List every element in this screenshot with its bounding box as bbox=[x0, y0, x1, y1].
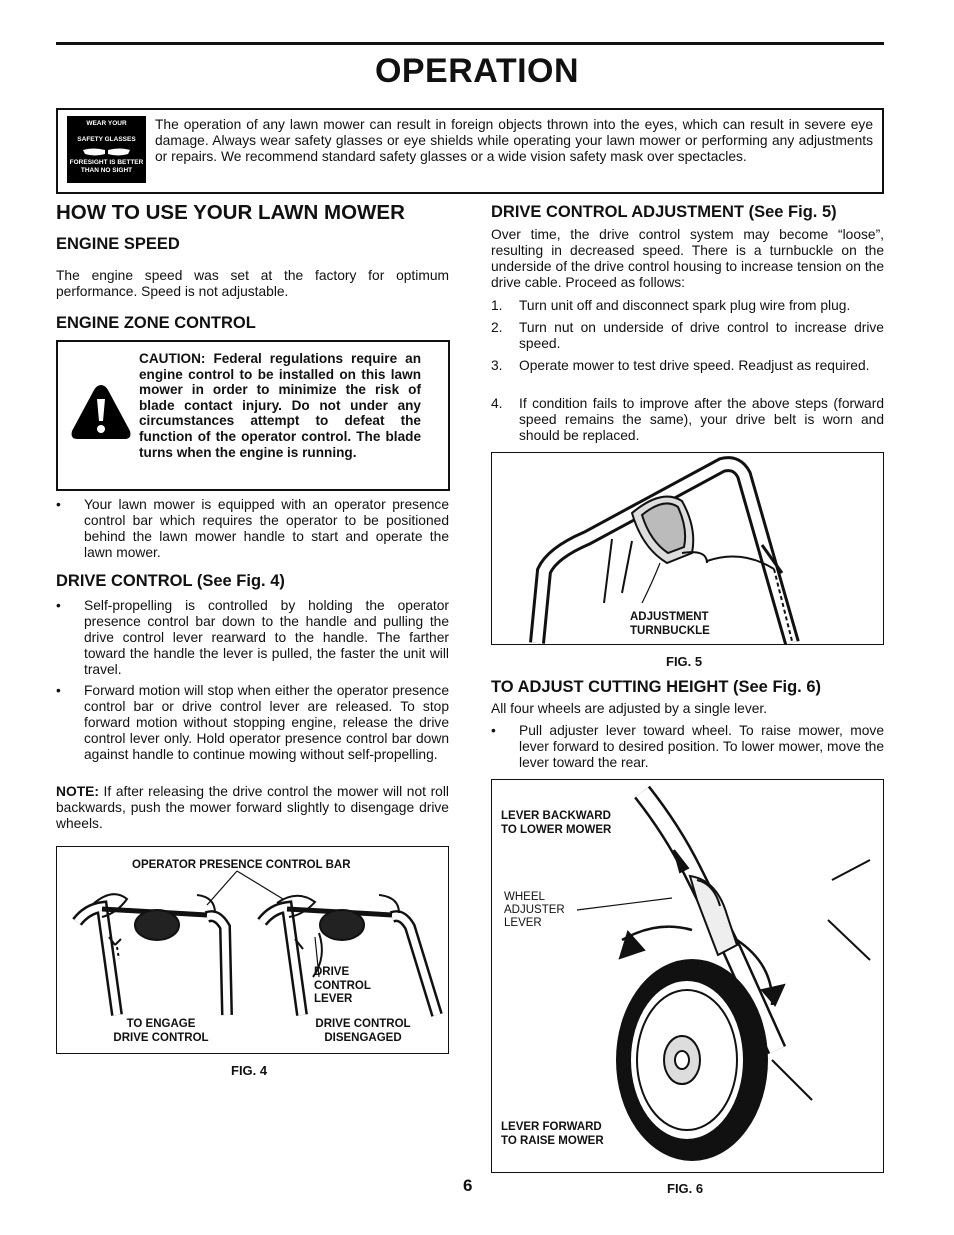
fig4-label-control-bar: OPERATOR PRESENCE CONTROL BAR bbox=[132, 859, 351, 871]
list-item: • Self-propelling is controlled by holding the operator presence control bar down to the handle and pulling the drive control lever rearward to the handle. The farther toward the handle the lever is pulled, the faster the unit will travel. bbox=[56, 598, 449, 677]
list-item: 1. Turn unit off and disconnect spark plug wire from plug. bbox=[491, 298, 851, 313]
figure-6-illustration bbox=[492, 780, 883, 1172]
fig4-caption: FIG. 4 bbox=[231, 1063, 268, 1078]
heading-drive-control: DRIVE CONTROL (See Fig. 4) bbox=[56, 572, 285, 590]
note-paragraph bbox=[56, 784, 449, 832]
list-item: • Your lawn mower is equipped with an operator presence control bar which requires the operator to be positioned behind the lawn mower handle to start and operate the lawn mower. bbox=[56, 497, 449, 560]
fig4-label-engage: TO ENGAGE DRIVE CONTROL bbox=[113, 1018, 209, 1044]
header-rule bbox=[56, 42, 884, 45]
figure-6 bbox=[491, 779, 884, 1173]
fig6-caption: FIG. 6 bbox=[667, 1181, 704, 1196]
fig6-label-lever-backward: LEVER BACKWARD TO LOWER MOWER bbox=[501, 810, 612, 836]
note-label: NOTE: bbox=[56, 784, 99, 799]
list-item: 3. Operate mower to test drive speed. Readjust as required. bbox=[491, 358, 870, 373]
heading-cutting-height: TO ADJUST CUTTING HEIGHT (See Fig. 6) bbox=[491, 678, 822, 696]
safety-notice-text: The operation of any lawn mower can result in foreign objects thrown into the eyes, which can result in severe eye damage. Always wear safety glasses or eye shields while operating your lawn mower or performing any adjustments or repairs. We recommend standard safety glasses or a wide vision safety mask over spectacles. bbox=[155, 117, 873, 165]
caution-text: CAUTION: Federal regulations require an engine control to be installed on this lawn mower in order to minimize the risk of blade contact injury. Do not under any circumstances attempt to defeat the function of the operator control. The blade turns when the engine is running. bbox=[139, 351, 421, 460]
drive-adjust-intro: Over time, the drive control system may become “loose”, resulting in decreased speed. There is a turnbuckle on the underside of the drive control housing to increase tension on the drive cable. Proceed as follows: bbox=[491, 227, 884, 290]
heading-engine-speed: ENGINE SPEED bbox=[56, 235, 180, 253]
safety-glasses-icon: WEAR YOUR SAFETY GLASSES FORESIGHT IS BETTER THAN NO SIGHT bbox=[67, 116, 146, 183]
heading-engine-zone-control: ENGINE ZONE CONTROL bbox=[56, 314, 256, 332]
list-item: • Pull adjuster lever toward wheel. To raise mower, move lever forward to desired position. To lower mower, move the lever toward the rear. bbox=[491, 723, 884, 770]
list-item: 4. If condition fails to improve after the above steps (forward speed remains the same), your drive belt is worn and should be replaced. bbox=[491, 396, 884, 443]
page-title: OPERATION bbox=[374, 52, 580, 90]
fig5-caption: FIG. 5 bbox=[666, 654, 703, 669]
engine-speed-text: The engine speed was set at the factory for optimum performance. Speed is not adjustable. bbox=[56, 268, 449, 299]
warning-icon bbox=[70, 383, 132, 441]
list-item: • Forward motion will stop when either the operator presence control bar or drive control lever are released. To stop forward motion without stopping engine, release the drive control lever only. Hold operator presence control bar down against handle to continue mowing without self-propelling. bbox=[56, 683, 449, 762]
fig6-label-wheel-adjuster: WHEEL ADJUSTER LEVER bbox=[504, 891, 565, 929]
page-number: 6 bbox=[463, 1176, 473, 1195]
note-text: If after releasing the drive control the mower will not roll backwards, push the mower forward slightly to disengage drive wheels. bbox=[56, 784, 449, 831]
section-heading-how-to-use: HOW TO USE YOUR LAWN MOWER bbox=[56, 201, 405, 224]
list-item: 2. Turn nut on underside of drive control to increase drive speed. bbox=[491, 320, 884, 351]
cutting-height-intro: All four wheels are adjusted by a single lever. bbox=[491, 701, 768, 716]
heading-drive-control-adjustment: DRIVE CONTROL ADJUSTMENT (See Fig. 5) bbox=[491, 203, 837, 221]
fig4-label-drive-lever: DRIVE CONTROL LEVER bbox=[314, 966, 371, 1005]
fig4-label-disengaged: DRIVE CONTROL DISENGAGED bbox=[315, 1018, 411, 1044]
fig5-label-turnbuckle: ADJUSTMENT TURNBUCKLE bbox=[630, 611, 710, 637]
fig6-label-lever-forward: LEVER FORWARD TO RAISE MOWER bbox=[501, 1121, 604, 1147]
